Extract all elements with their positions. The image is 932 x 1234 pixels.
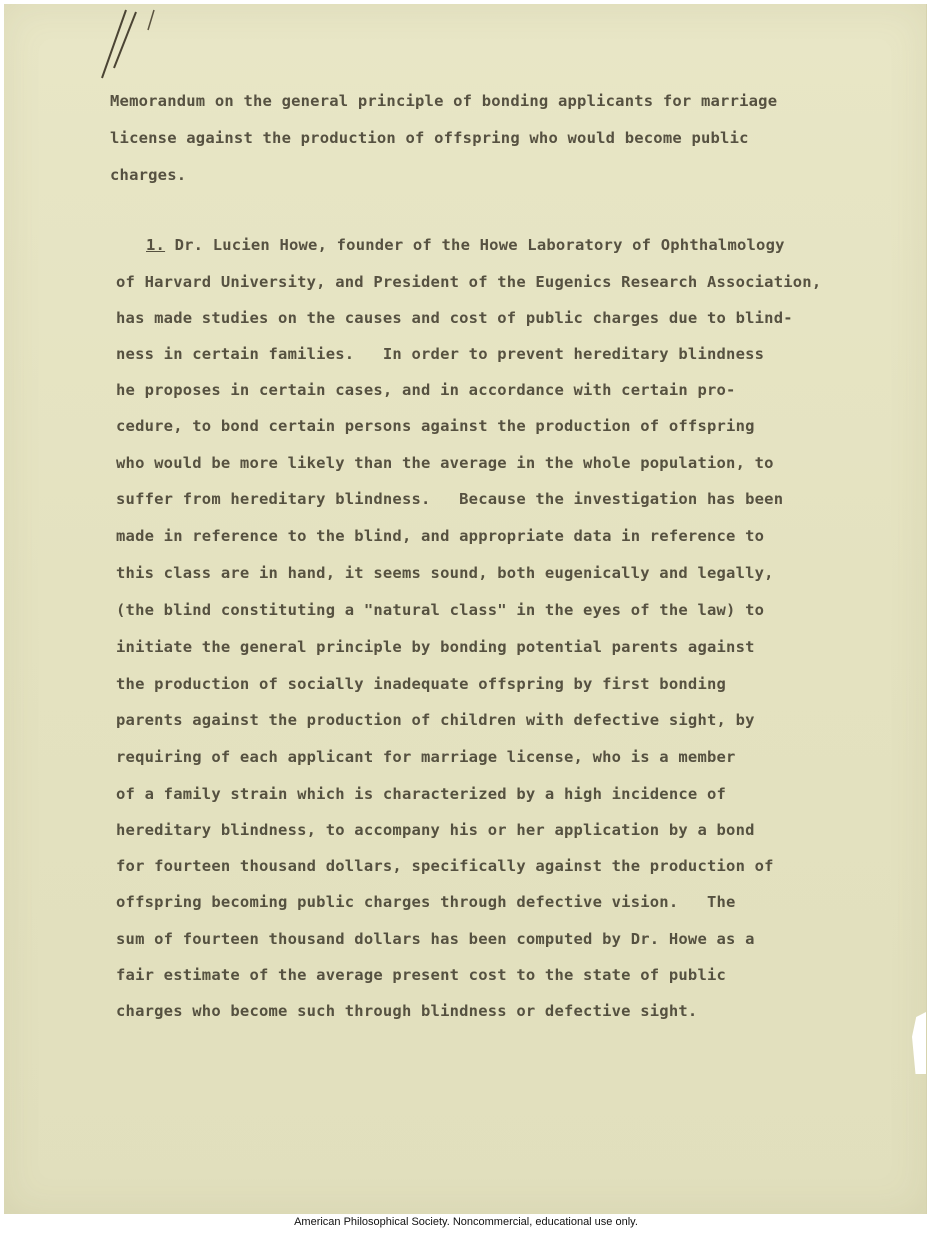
paragraph-line-20: sum of fourteen thousand dollars has been computed by Dr. Howe as a (116, 930, 755, 948)
paragraph-line-10: this class are in hand, it seems sound, both eugenically and legally, (116, 564, 774, 582)
paragraph-line-3: has made studies on the causes and cost of public charges due to blind- (116, 309, 793, 327)
paragraph-line-7: who would be more likely than the average in the whole population, to (116, 454, 774, 472)
paragraph-line-2: of Harvard University, and President of the Eugenics Research Association, (116, 273, 822, 291)
torn-edge (912, 1012, 926, 1074)
paragraph-line-1-text: Dr. Lucien Howe, founder of the Howe Laboratory of Ophthalmology (165, 236, 785, 254)
memo-title-line-1: Memorandum on the general principle of bonding applicants for marriage (110, 92, 778, 110)
memo-title-line-3: charges. (110, 166, 187, 184)
paragraph-line-4: ness in certain families. In order to prevent hereditary blindness (116, 345, 765, 363)
paragraph-line-19: offspring becoming public charges through defective vision. The (116, 893, 736, 911)
paragraph-line-12: initiate the general principle by bonding potential parents against (116, 638, 755, 656)
paragraph-line-18: for fourteen thousand dollars, specifically against the production of (116, 857, 774, 875)
paragraph-line-16: of a family strain which is characterized by a high incidence of (116, 785, 727, 803)
paragraph-line-13: the production of socially inadequate offspring by first bonding (116, 675, 727, 693)
paragraph-line-17: hereditary blindness, to accompany his or her application by a bond (116, 821, 755, 839)
paragraph-line-9: made in reference to the blind, and appropriate data in reference to (116, 527, 765, 545)
paragraph-line-1 (146, 236, 785, 254)
paragraph-line-5: he proposes in certain cases, and in accordance with certain pro- (116, 381, 736, 399)
paragraph-line-8: suffer from hereditary blindness. Because the investigation has been (116, 490, 784, 508)
paragraph-line-15: requiring of each applicant for marriage license, who is a member (116, 748, 736, 766)
paragraph-number: 1. (146, 236, 166, 254)
paragraph-line-21: fair estimate of the average present cost to the state of public (116, 966, 727, 984)
paragraph-line-14: parents against the production of children with defective sight, by (116, 711, 755, 729)
memo-title-line-2: license against the production of offspring who would become public (110, 129, 749, 147)
paragraph-line-22: charges who become such through blindness or defective sight. (116, 1002, 698, 1020)
paragraph-line-6: cedure, to bond certain persons against the production of offspring (116, 417, 755, 435)
paragraph-line-11: (the blind constituting a "natural class" in the eyes of the law) to (116, 601, 765, 619)
pen-marks (96, 8, 166, 84)
archive-credit: American Philosophical Society. Noncommercial, educational use only. (294, 1216, 638, 1228)
